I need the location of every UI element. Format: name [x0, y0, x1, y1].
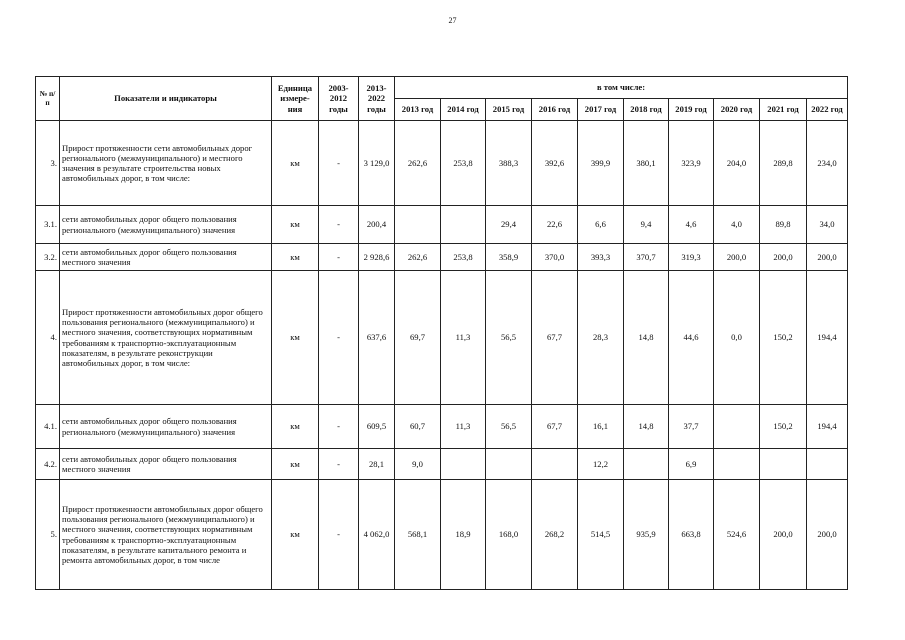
- year-value-cell: 935,9: [624, 480, 669, 590]
- year-value-cell: [532, 449, 578, 480]
- year-value-cell: 358,9: [486, 244, 532, 271]
- table-row: [36, 449, 848, 480]
- year-value-cell: 37,7: [669, 405, 714, 449]
- year-value-cell: 168,0: [486, 480, 532, 590]
- value-2013-2022: 637,6: [359, 271, 395, 405]
- unit-cell: км: [272, 244, 319, 271]
- year-value-cell: 11,3: [441, 271, 486, 405]
- unit-cell: км: [272, 206, 319, 244]
- year-value-cell: 262,6: [395, 121, 441, 206]
- year-value-cell: [441, 206, 486, 244]
- year-value-cell: 0,0: [714, 271, 760, 405]
- row-number: 3.2.: [36, 244, 60, 271]
- year-value-cell: 150,2: [760, 405, 807, 449]
- value-2003-2012: -: [319, 405, 359, 449]
- year-value-cell: 6,6: [578, 206, 624, 244]
- year-value-cell: [714, 405, 760, 449]
- value-2013-2022: 609,5: [359, 405, 395, 449]
- year-value-cell: 289,8: [760, 121, 807, 206]
- header-year: 2017 год: [578, 99, 624, 121]
- year-value-cell: 200,0: [807, 244, 848, 271]
- year-value-cell: 268,2: [532, 480, 578, 590]
- indicators-table: [35, 76, 848, 590]
- indicator-name: сети автомобильных дорог общего пользования регионального (межмуниципального) значения: [60, 405, 272, 449]
- year-value-cell: 12,2: [578, 449, 624, 480]
- unit-cell: км: [272, 480, 319, 590]
- year-value-cell: 380,1: [624, 121, 669, 206]
- year-value-cell: 524,6: [714, 480, 760, 590]
- row-number: 4.2.: [36, 449, 60, 480]
- year-value-cell: 200,0: [760, 244, 807, 271]
- year-value-cell: [486, 449, 532, 480]
- row-number: 3.: [36, 121, 60, 206]
- unit-cell: км: [272, 405, 319, 449]
- indicator-name: сети автомобильных дорог общего пользования местного значения: [60, 244, 272, 271]
- header-including: в том числе:: [395, 77, 848, 99]
- indicator-name: Прирост протяженности автомобильных дорог общего пользования регионального (межмуниципального) и местного значения, соответствующих нормативным требованиям к транспортно-эксплуатационным показателям, в результате капитального ремонта и ремонта автомобильных дорог, в том числе: [60, 480, 272, 590]
- year-value-cell: 262,6: [395, 244, 441, 271]
- year-value-cell: 200,0: [760, 480, 807, 590]
- value-2013-2022: 200,4: [359, 206, 395, 244]
- header-2003-2012: 2003-2012 годы: [319, 77, 359, 121]
- year-value-cell: 6,9: [669, 449, 714, 480]
- year-value-cell: 234,0: [807, 121, 848, 206]
- year-value-cell: 388,3: [486, 121, 532, 206]
- year-value-cell: 28,3: [578, 271, 624, 405]
- year-value-cell: 150,2: [760, 271, 807, 405]
- value-2013-2022: 28,1: [359, 449, 395, 480]
- year-value-cell: [807, 449, 848, 480]
- header-year: 2020 год: [714, 99, 760, 121]
- header-year: 2016 год: [532, 99, 578, 121]
- value-2003-2012: -: [319, 271, 359, 405]
- year-value-cell: 67,7: [532, 405, 578, 449]
- value-2003-2012: -: [319, 449, 359, 480]
- year-value-cell: 204,0: [714, 121, 760, 206]
- year-value-cell: [760, 449, 807, 480]
- unit-cell: км: [272, 449, 319, 480]
- year-value-cell: 370,7: [624, 244, 669, 271]
- indicator-name: Прирост протяженности сети автомобильных дорог регионального (межмуниципального) и местного значения в результате строительства новых автомобильных дорог, в том числе:: [60, 121, 272, 206]
- header-no: № п/п: [36, 77, 60, 121]
- table-row: [36, 244, 848, 271]
- header-year: 2018 год: [624, 99, 669, 121]
- value-2003-2012: -: [319, 244, 359, 271]
- row-number: 3.1.: [36, 206, 60, 244]
- year-value-cell: 194,4: [807, 271, 848, 405]
- header-indicators: Показатели и индикаторы: [60, 77, 272, 121]
- year-value-cell: 253,8: [441, 121, 486, 206]
- year-value-cell: 14,8: [624, 405, 669, 449]
- year-value-cell: 4,0: [714, 206, 760, 244]
- value-2003-2012: -: [319, 121, 359, 206]
- value-2013-2022: 4 062,0: [359, 480, 395, 590]
- row-number: 5.: [36, 480, 60, 590]
- year-value-cell: 22,6: [532, 206, 578, 244]
- year-value-cell: 44,6: [669, 271, 714, 405]
- year-value-cell: 194,4: [807, 405, 848, 449]
- header-year: 2013 год: [395, 99, 441, 121]
- header-row-1: [36, 77, 848, 99]
- unit-cell: км: [272, 121, 319, 206]
- table-row: [36, 271, 848, 405]
- year-value-cell: 11,3: [441, 405, 486, 449]
- year-value-cell: 663,8: [669, 480, 714, 590]
- year-value-cell: 9,0: [395, 449, 441, 480]
- header-unit: Единица измере-ния: [272, 77, 319, 121]
- year-value-cell: 89,8: [760, 206, 807, 244]
- year-value-cell: 34,0: [807, 206, 848, 244]
- value-2003-2012: -: [319, 480, 359, 590]
- year-value-cell: 4,6: [669, 206, 714, 244]
- indicator-name: сети автомобильных дорог общего пользования местного значения: [60, 449, 272, 480]
- year-value-cell: 323,9: [669, 121, 714, 206]
- indicator-name: сети автомобильных дорог общего пользования регионального (межмуниципального) значения: [60, 206, 272, 244]
- year-value-cell: 14,8: [624, 271, 669, 405]
- value-2013-2022: 2 928,6: [359, 244, 395, 271]
- year-value-cell: [624, 449, 669, 480]
- year-value-cell: 29,4: [486, 206, 532, 244]
- value-2013-2022: 3 129,0: [359, 121, 395, 206]
- row-number: 4.1.: [36, 405, 60, 449]
- header-year: 2019 год: [669, 99, 714, 121]
- year-value-cell: 56,5: [486, 271, 532, 405]
- row-number: 4.: [36, 271, 60, 405]
- year-value-cell: 9,4: [624, 206, 669, 244]
- year-value-cell: 60,7: [395, 405, 441, 449]
- year-value-cell: 253,8: [441, 244, 486, 271]
- year-value-cell: 200,0: [807, 480, 848, 590]
- year-value-cell: [441, 449, 486, 480]
- year-value-cell: 18,9: [441, 480, 486, 590]
- year-value-cell: 200,0: [714, 244, 760, 271]
- year-value-cell: 69,7: [395, 271, 441, 405]
- header-year: 2015 год: [486, 99, 532, 121]
- year-value-cell: 370,0: [532, 244, 578, 271]
- year-value-cell: 392,6: [532, 121, 578, 206]
- header-year: 2021 год: [760, 99, 807, 121]
- table-row: [36, 405, 848, 449]
- year-value-cell: 514,5: [578, 480, 624, 590]
- table-row: [36, 480, 848, 590]
- page-number: 27: [448, 16, 457, 25]
- unit-cell: км: [272, 271, 319, 405]
- header-year: 2014 год: [441, 99, 486, 121]
- table-row: [36, 206, 848, 244]
- year-value-cell: 568,1: [395, 480, 441, 590]
- header-2013-2022: 2013-2022 годы: [359, 77, 395, 121]
- year-value-cell: 56,5: [486, 405, 532, 449]
- indicator-name: Прирост протяженности автомобильных дорог общего пользования регионального (межмуниципального) и местного значения, соответствующих нормативным требованиям к транспортно-эксплуатационным показателям, в результате реконструкции автомобильных дорог, в том числе:: [60, 271, 272, 405]
- year-value-cell: 399,9: [578, 121, 624, 206]
- table-row: [36, 121, 848, 206]
- year-value-cell: 16,1: [578, 405, 624, 449]
- year-value-cell: [395, 206, 441, 244]
- header-year: 2022 год: [807, 99, 848, 121]
- year-value-cell: 319,3: [669, 244, 714, 271]
- year-value-cell: [714, 449, 760, 480]
- year-value-cell: 67,7: [532, 271, 578, 405]
- year-value-cell: 393,3: [578, 244, 624, 271]
- value-2003-2012: -: [319, 206, 359, 244]
